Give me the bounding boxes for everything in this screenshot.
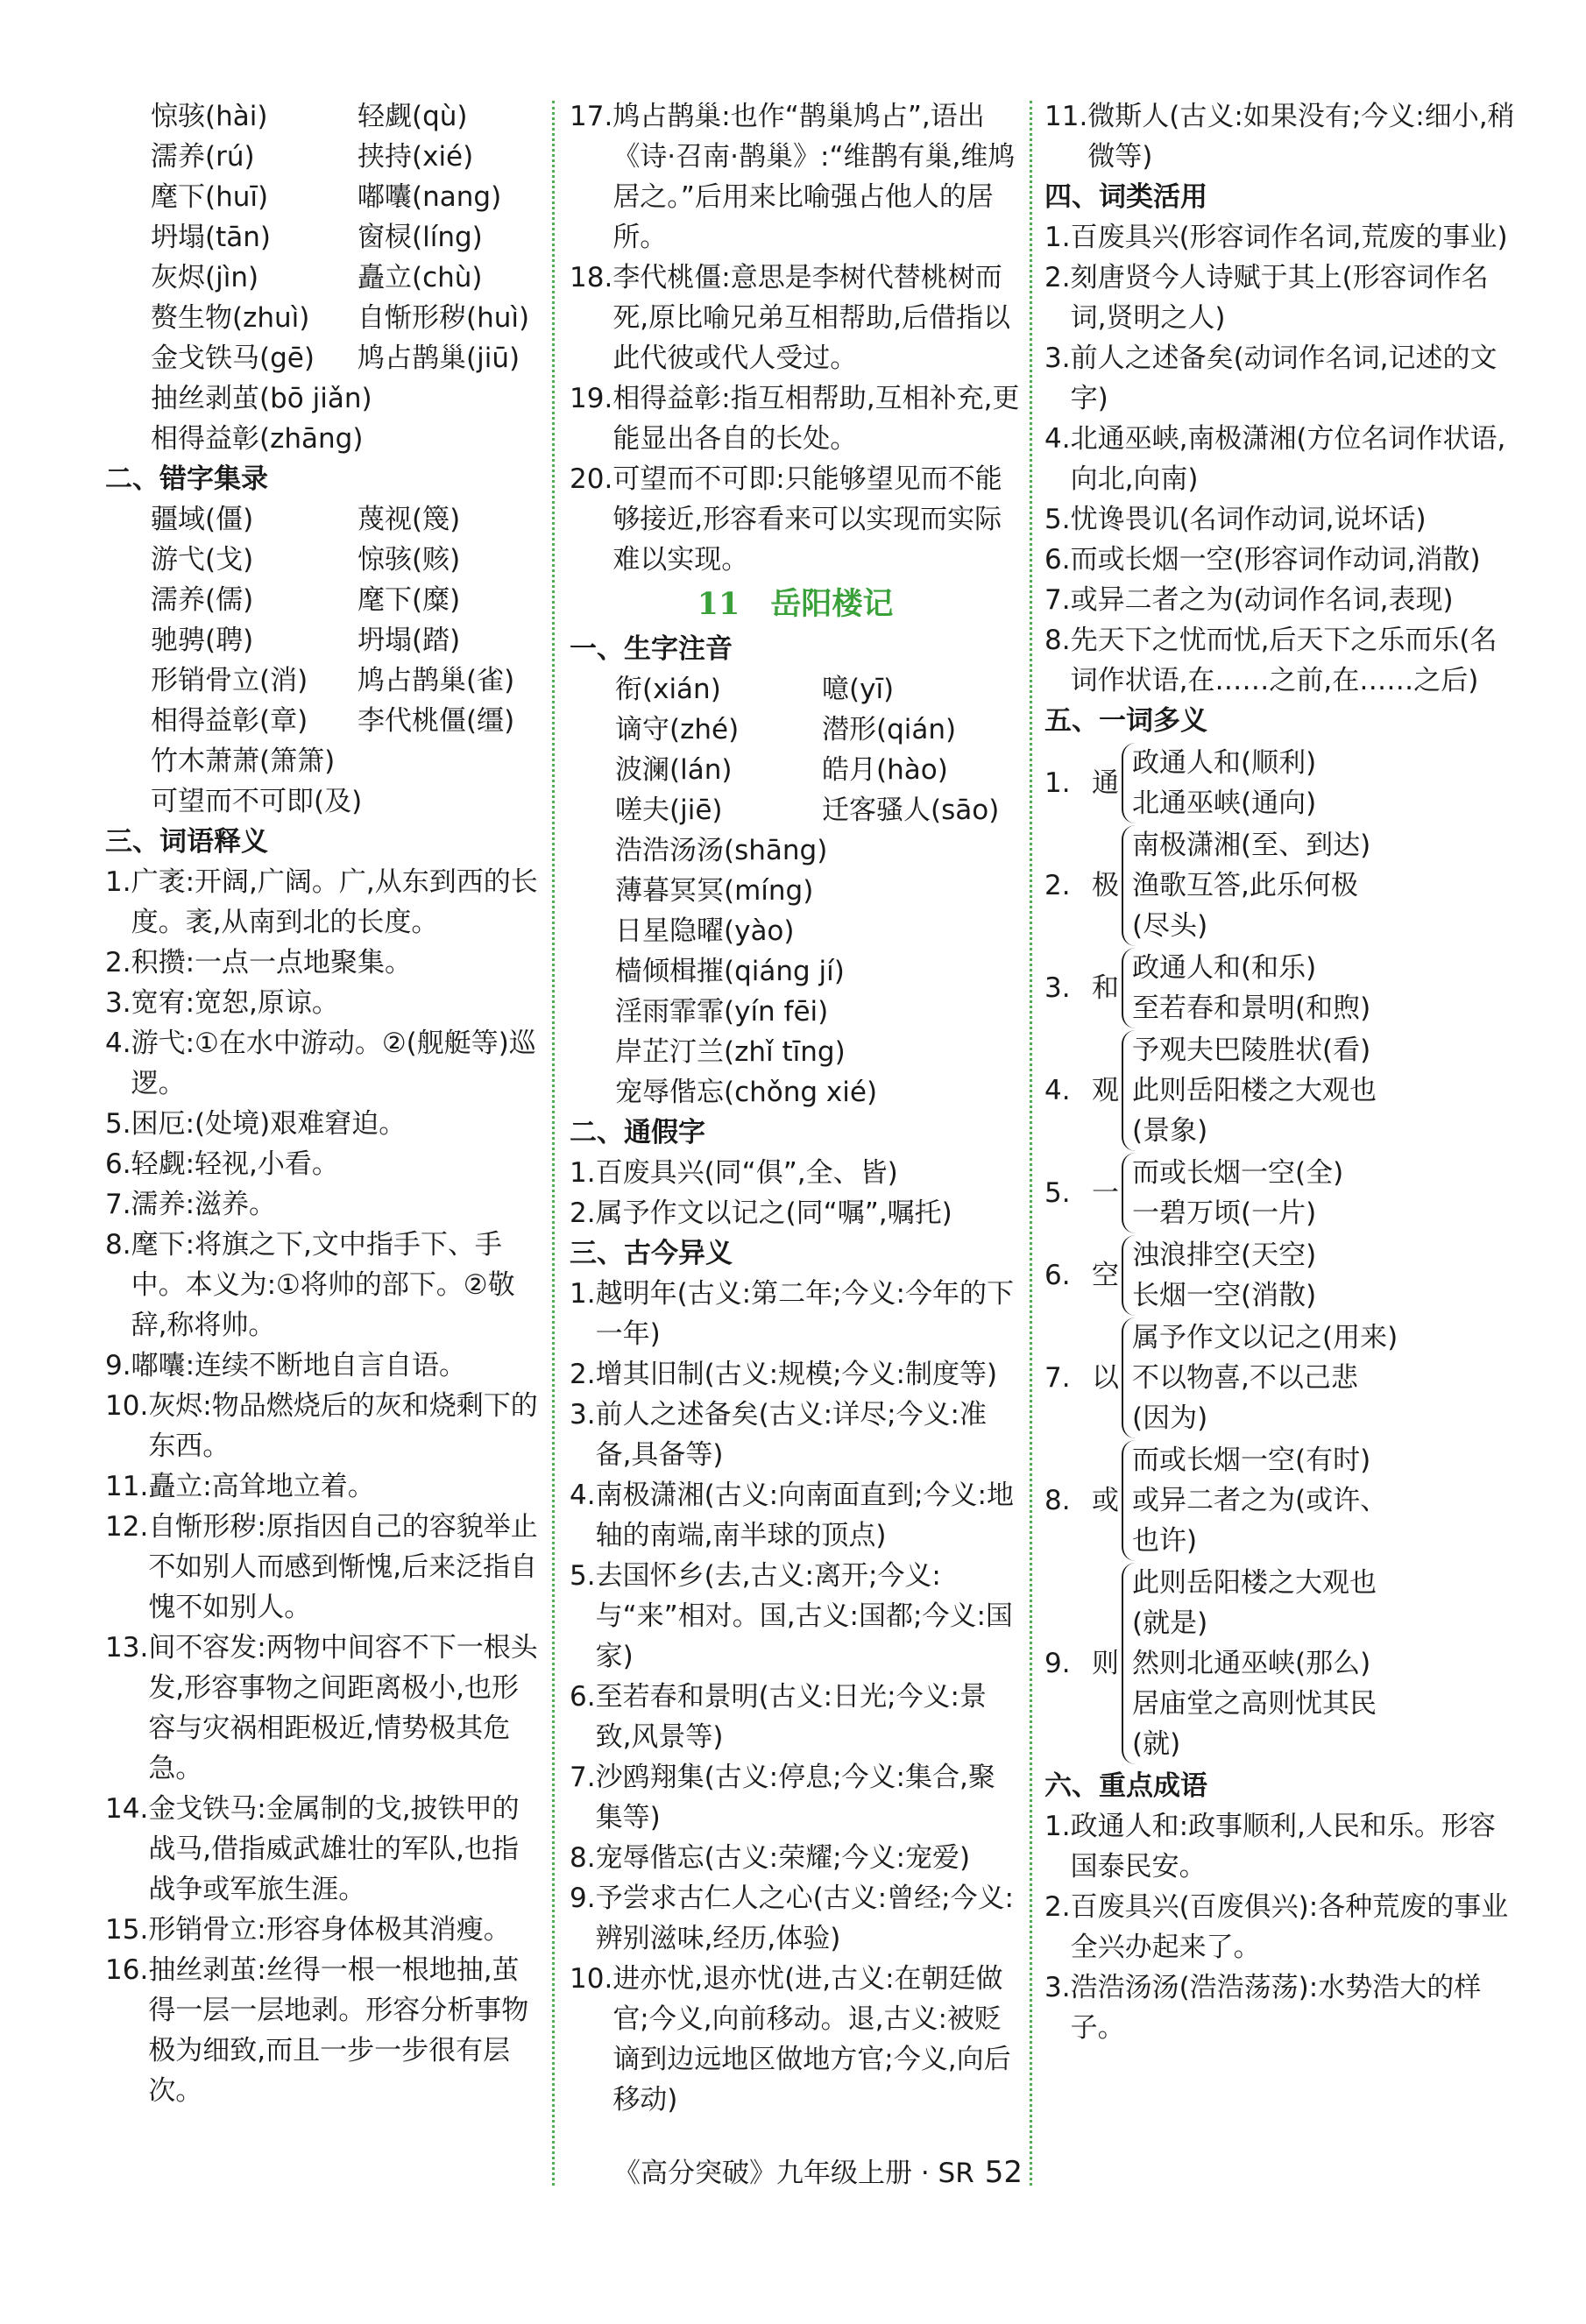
pinyin-single: 宠辱偕忘(chǒng xié) (615, 1077, 878, 1108)
pinyin-single: 相得益彰(zhāng) (151, 423, 364, 455)
polysemy-group: 9. 则 此则岳阳楼之大观也 (就是) 然则北通巫峡(那么) 居庙堂之高则忧其民 (就) (1044, 1563, 1518, 1764)
polysemy-brace: 而或长烟一空(有时) 或异二者之为(或许、 也许) (1122, 1440, 1387, 1561)
pinyin-pair: 衔(xián) 噫(yī) (615, 674, 895, 705)
definition-item: 20. 可望而不可即:只能够望见而不能够接近,形容看来可以实现而实际难以实现。 (570, 463, 1002, 576)
polysemy-group: 4. 观 予观夫巴陵胜状(看) 此则岳阳楼之大观也 (景象) (1044, 1030, 1518, 1151)
definition-item: 2. 积攒:一点一点地聚集。 (105, 947, 413, 978)
polysemy-brace: 此则岳阳楼之大观也 (就是) 然则北通巫峡(那么) 居庙堂之高则忧其民 (就) (1122, 1563, 1377, 1764)
section-heading: 二、错字集录 (105, 463, 268, 495)
book-title: 《高分突破》九年级上册 · SR (613, 2158, 974, 2189)
guji-item: 10. 进亦忧,退亦忧(进,古义:在朝廷做官;今义,向前移动。退,古义:被贬谪到边远地区做地方官;今义,向后移动) (570, 1963, 1011, 2116)
typo-pair: 疆域(僵) 蔑视(篾) (151, 504, 461, 535)
section-heading: 三、古今异义 (570, 1238, 733, 1269)
chapter-title: 11 岳阳楼记 (697, 586, 894, 622)
section-heading: 四、词类活用 (1044, 181, 1207, 213)
definition-item: 15. 形销骨立:形容身体极其消瘦。 (105, 1914, 511, 1946)
definition-item: 1. 广袤:开阔,广阔。广,从东到西的长度。袤,从南到北的长度。 (105, 866, 538, 938)
polysemy-group: 7. 以 属予作文以记之(用来) 不以物喜,不以己悲 (因为) (1044, 1317, 1518, 1438)
pinyin-single: 樯倾楫摧(qiáng jí) (615, 956, 845, 987)
typo-pair: 濡养(儒) 麾下(糜) (151, 584, 461, 616)
polysemy-brace: 属予作文以记之(用来) 不以物喜,不以己悲 (因为) (1122, 1317, 1398, 1438)
pinyin-single: 日星隐曜(yào) (615, 915, 795, 947)
typo-pair: 驰骋(聘) 坍塌(踏) (151, 625, 461, 656)
polysemy-brace: 浊浪排空(天空) 长烟一空(消散) (1122, 1235, 1316, 1316)
pinyin-pair: 灰烬(jìn) 矗立(chù) (151, 262, 483, 293)
polysemy-brace: 而或长烟一空(全) 一碧万顷(一片) (1122, 1153, 1343, 1233)
section-heading: 三、词语释义 (105, 826, 268, 858)
definition-item: 5. 困厄:(处境)艰难窘迫。 (105, 1108, 407, 1140)
guji-item: 1. 越明年(古义:第二年;今义:今年的下一年) (570, 1278, 1015, 1350)
definition-item: 9. 嘟囔:连续不断地自言自语。 (105, 1350, 467, 1381)
polysemy-group: 8. 或 而或长烟一空(有时) 或异二者之为(或许、 也许) (1044, 1440, 1518, 1561)
tongjia-item: 2. 属予作文以记之(同“嘱”,嘱托) (570, 1197, 952, 1229)
idiom-item: 2. 百废具兴(百废俱兴):各种荒废的事业全兴办起来了。 (1044, 1891, 1509, 1963)
guji-item: 2. 增其旧制(古义:规模;今义:制度等) (570, 1359, 998, 1390)
column-separator (552, 101, 555, 2186)
huoyong-item: 7. 或异二者之为(动词作名词,表现) (1044, 584, 1454, 616)
section-heading: 六、重点成语 (1044, 1770, 1207, 1802)
guji-item: 9. 予尝求古仁人之心(古义:曾经;今义:辨别滋味,经历,体验) (570, 1883, 1015, 1954)
definition-item: 11. 矗立:高耸地立着。 (105, 1471, 375, 1502)
page-number: 52 (984, 2155, 1023, 2190)
pinyin-pair: 波澜(lán) 皓月(hào) (615, 754, 948, 786)
pinyin-pair: 坍塌(tān) 窗棂(líng) (151, 222, 483, 253)
polysemy-group: 1. 通 政通人和(顺利) 北通巫峡(通向) (1044, 743, 1518, 823)
typo-single: 竹木萧萧(箫箫) (151, 745, 336, 777)
definition-item: 6. 轻觑:轻视,小看。 (105, 1148, 339, 1180)
typo-single: 可望而不可即(及) (151, 786, 363, 817)
tongjia-item: 1. 百废具兴(同“俱”,全、皆) (570, 1157, 898, 1189)
definition-item: 3. 宽宥:宽恕,原谅。 (105, 987, 339, 1019)
pinyin-pair: 金戈铁马(gē) 鸠占鹊巢(jiū) (151, 343, 520, 374)
column-3 (1044, 96, 1518, 2048)
huoyong-item: 3. 前人之述备矣(动词作名词,记述的文字) (1044, 343, 1497, 414)
pinyin-single: 浩浩汤汤(shāng) (615, 835, 828, 866)
polysemy-brace: 予观夫巴陵胜状(看) 此则岳阳楼之大观也 (景象) (1122, 1030, 1377, 1151)
pinyin-single: 淫雨霏霏(yín fēi) (615, 996, 829, 1028)
huoyong-item: 1. 百废具兴(形容词作名词,荒废的事业) (1044, 222, 1508, 253)
definition-item: 16. 抽丝剥茧:丝得一根一根地抽,茧得一层一层地剥。形容分析事物极为细致,而且一步一步很有层次。 (105, 1954, 529, 2107)
pinyin-pair: 赘生物(zhuì) 自惭形秽(huì) (151, 302, 530, 334)
idiom-item: 3. 浩浩汤汤(浩浩荡荡):水势浩大的样子。 (1044, 1972, 1482, 2044)
huoyong-item: 4. 北通巫峡,南极潇湘(方位名词作状语,向北,向南) (1044, 423, 1506, 495)
definition-item: 17. 鸠占鹊巢:也作“鹊巢鸠占”,语出《诗·召南·鹊巢》:“维鹊有巢,维鸠居之。”后用来比喻强占他人的居所。 (570, 101, 1016, 253)
guji-item: 7. 沙鸥翔集(古义:停息;今义:集合,聚集等) (570, 1762, 995, 1833)
guji-item: 4. 南极潇湘(古义:向南面直到;今义:地轴的南端,南半球的顶点) (570, 1480, 1015, 1551)
polysemy-group: 5. 一 而或长烟一空(全) 一碧万顷(一片) (1044, 1153, 1518, 1233)
pinyin-pair: 濡养(rú) 挟持(xié) (151, 141, 474, 173)
idiom-item: 1. 政通人和:政事顺利,人民和乐。形容国泰民安。 (1044, 1811, 1496, 1883)
huoyong-item: 8. 先天下之忧而忧,后天下之乐而乐(名词作状语,在……之前,在……之后) (1044, 625, 1497, 696)
typo-pair: 游弋(戈) 惊骇(赅) (151, 544, 461, 576)
polysemy-brace: 南极潇湘(至、到达) 渔歌互答,此乐何极 (尽头) (1122, 825, 1370, 946)
definition-item: 8. 麾下:将旗之下,文中指手下、手中。本义为:①将帅的部下。②敬辞,称将帅。 (105, 1229, 515, 1341)
page-footer (613, 2151, 1023, 2190)
polysemy-brace: 政通人和(顺利) 北通巫峡(通向) (1122, 743, 1316, 823)
column-1 (105, 96, 539, 2111)
pinyin-pair: 惊骇(hài) 轻觑(qù) (151, 101, 468, 132)
section-heading: 一、生字注音 (570, 633, 733, 665)
pinyin-pair: 谪守(zhé) 潜形(qián) (615, 714, 957, 745)
definition-item: 7. 濡养:滋养。 (105, 1189, 277, 1220)
section-heading: 五、一词多义 (1044, 705, 1207, 737)
definition-item: 10. 灰烬:物品燃烧后的灰和烧剩下的东西。 (105, 1390, 538, 1462)
definition-item: 14. 金戈铁马:金属制的戈,披铁甲的战马,借指威武雄壮的军队,也指战争或军旅生涯。 (105, 1793, 520, 1905)
typo-pair: 形销骨立(消) 鸠占鹊巢(雀) (151, 665, 515, 696)
polysemy-group: 3. 和 政通人和(和乐) 至若春和景明(和煦) (1044, 948, 1518, 1028)
huoyong-item: 6. 而或长烟一空(形容词作动词,消散) (1044, 544, 1481, 576)
huoyong-item: 5. 忧谗畏讥(名词作动词,说坏话) (1044, 504, 1427, 535)
guji-item: 5. 去国怀乡(去,古义:离开;今义:与“来”相对。国,古义:国都;今义:国家) (570, 1560, 1013, 1672)
column-2 (570, 96, 1021, 2120)
guji-item: 11. 微斯人(古义:如果没有;今义:细小,稍微等) (1044, 101, 1515, 173)
guji-item: 6. 至若春和景明(古义:日光;今义:景致,风景等) (570, 1681, 988, 1753)
section-heading: 二、通假字 (570, 1117, 705, 1148)
pinyin-single: 薄暮冥冥(míng) (615, 875, 814, 907)
polysemy-group: 6. 空 浊浪排空(天空) 长烟一空(消散) (1044, 1235, 1518, 1316)
definition-item: 18. 李代桃僵:意思是李树代替桃树而死,原比喻兄弟互相帮助,后借指以此代彼或代人受过。 (570, 262, 1011, 374)
definition-item: 19. 相得益彰:指互相帮助,互相补充,更能显出各自的长处。 (570, 383, 1020, 455)
definition-item: 12. 自惭形秽:原指因自己的容貌举止不如别人而感到惭愧,后来泛指自愧不如别人。 (105, 1511, 538, 1623)
definition-item: 4. 游弋:①在水中游动。②(舰艇等)巡逻。 (105, 1028, 536, 1099)
guji-item: 3. 前人之述备矣(古义:详尽;今义:准备,具备等) (570, 1399, 988, 1471)
typo-pair: 相得益彰(章) 李代桃僵(缰) (151, 705, 515, 737)
pinyin-pair: 麾下(huī) 嘟囔(nang) (151, 181, 502, 213)
pinyin-pair: 嗟夫(jiē) 迁客骚人(sāo) (615, 795, 1000, 826)
huoyong-item: 2. 刻唐贤今人诗赋于其上(形容词作名词,贤明之人) (1044, 262, 1489, 334)
pinyin-single: 抽丝剥茧(bō jiǎn) (151, 383, 372, 414)
pinyin-single: 岸芷汀兰(zhǐ tīng) (615, 1036, 846, 1068)
polysemy-brace: 政通人和(和乐) 至若春和景明(和煦) (1122, 948, 1370, 1028)
definition-item: 13. 间不容发:两物中间容不下一根头发,形容事物之间距离极小,也形容与灾祸相距极近,情势极其危急。 (105, 1632, 538, 1784)
polysemy-group: 2. 极 南极潇湘(至、到达) 渔歌互答,此乐何极 (尽头) (1044, 825, 1518, 946)
column-separator (1030, 101, 1032, 2186)
guji-item: 8. 宠辱偕忘(古义:荣耀;今义:宠爱) (570, 1842, 971, 1874)
